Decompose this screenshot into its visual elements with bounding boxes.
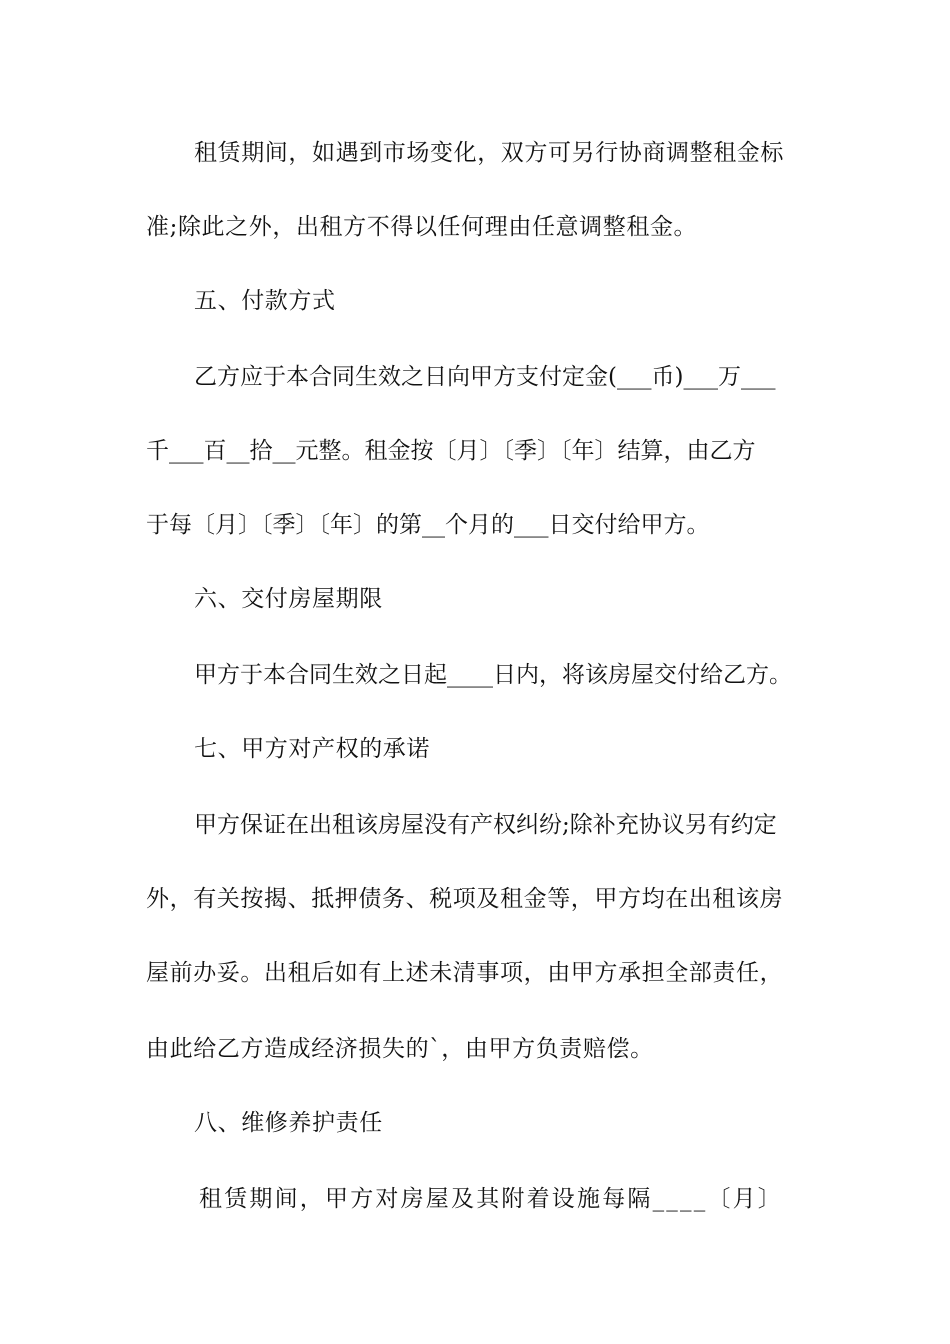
paragraph-property-rights-line-1: 甲方保证在出租该房屋没有产权纠纷;除补充协议另有约定: [194, 812, 777, 838]
paragraph-property-rights-line-4: 由此给乙方造成经济损失的`，由甲方负责赔偿。: [146, 1036, 654, 1062]
paragraph-maintenance-line-1: 租赁期间，甲方对房屋及其附着设施每隔____〔月〕: [199, 1186, 783, 1212]
section-heading-delivery-period: 六、交付房屋期限: [194, 586, 383, 612]
paragraph-rent-adjustment-line-2: 准;除此之外，出租方不得以任何理由任意调整租金。: [146, 214, 698, 240]
paragraph-payment-line-3: 于每〔月〕〔季〕〔年〕的第__个月的___日交付给甲方。: [146, 512, 710, 538]
section-heading-payment-method: 五、付款方式: [194, 288, 336, 314]
paragraph-property-rights-line-3: 屋前办妥。出租后如有上述未清事项，由甲方承担全部责任，: [146, 960, 784, 986]
paragraph-delivery-line-1: 甲方于本合同生效之日起____日内，将该房屋交付给乙方。: [194, 662, 792, 688]
paragraph-rent-adjustment-line-1: 租赁期间，如遇到市场变化，双方可另行协商调整租金标: [194, 140, 784, 166]
paragraph-payment-line-1: 乙方应于本合同生效之日向甲方支付定金(___币)___万___: [194, 364, 776, 390]
paragraph-property-rights-line-2: 外，有关按揭、抵押债务、税项及租金等，甲方均在出租该房: [146, 886, 784, 912]
section-heading-property-rights: 七、甲方对产权的承诺: [194, 736, 430, 762]
section-heading-maintenance: 八、维修养护责任: [194, 1110, 383, 1136]
paragraph-payment-line-2: 千___百__拾__元整。租金按〔月〕〔季〕〔年〕结算，由乙方: [146, 438, 756, 464]
